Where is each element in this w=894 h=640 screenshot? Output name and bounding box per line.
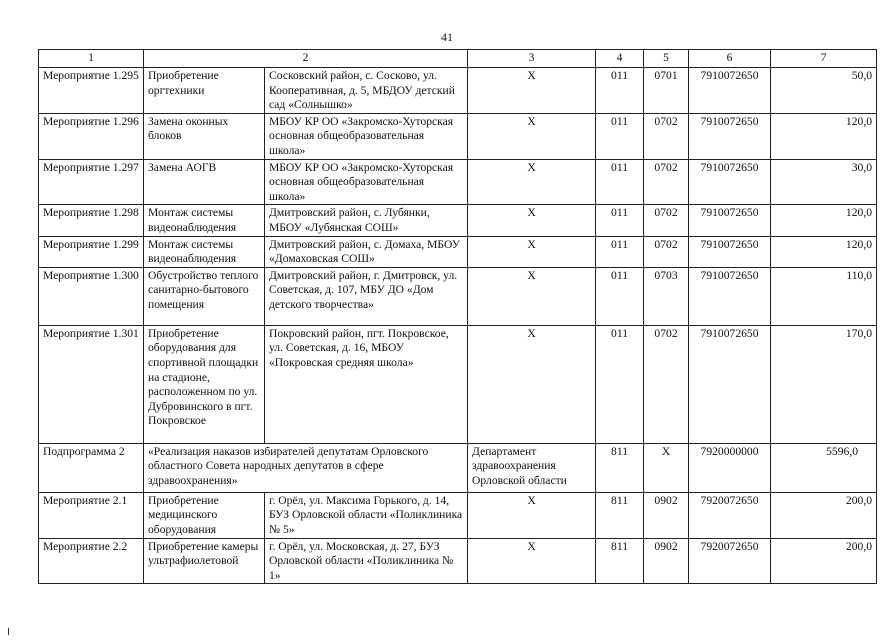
responsible-cell: Департамент здравоохранения Орловской области [468,443,596,492]
measure-id: Мероприятие 1.301 [39,325,144,443]
table-row [39,113,877,159]
responsible-cell: Х [468,113,596,159]
measure-address: Сосковский район, с. Сосково, ул. Кооперативная, д. 5, МБДОУ детский сад «Солнышко» [265,68,468,114]
section-code: 0902 [644,492,689,538]
measure-name: Приобретение медицинского оборудования [144,492,265,538]
amount-value: 5596,0 [771,443,877,492]
budget-table [38,49,877,584]
responsible-cell: Х [468,267,596,325]
measure-id: Мероприятие 1.298 [39,205,144,236]
target-article: 7920072650 [689,538,771,584]
target-article: 7910072650 [689,68,771,114]
section-code: 0702 [644,205,689,236]
ministry-code: 011 [596,236,644,267]
responsible-cell: Х [468,236,596,267]
ministry-code: 011 [596,68,644,114]
measure-address: Дмитровский район, с. Домаха, МБОУ «Домаховская СОШ» [265,236,468,267]
table-row [39,267,877,325]
section-code: Х [644,443,689,492]
subprogram-id: Подпрограмма 2 [39,443,144,492]
header-cell: 6 [689,50,771,68]
header-cell: 7 [771,50,877,68]
section-code: 0703 [644,267,689,325]
section-code: 0702 [644,159,689,205]
header-cell: 4 [596,50,644,68]
target-article: 7910072650 [689,325,771,443]
measure-id: Мероприятие 1.300 [39,267,144,325]
amount-value: 170,0 [771,325,877,443]
measure-name: Монтаж системы видеонаблюдения [144,205,265,236]
target-article: 7910072650 [689,236,771,267]
table-row [39,236,877,267]
ministry-code: 011 [596,205,644,236]
header-row [39,50,877,68]
ministry-code: 811 [596,443,644,492]
header-cell: 3 [468,50,596,68]
header-cell: 5 [644,50,689,68]
ministry-code: 011 [596,159,644,205]
target-article: 7910072650 [689,159,771,205]
table-row [39,68,877,114]
amount-value: 120,0 [771,236,877,267]
section-code: 0902 [644,538,689,584]
table-row [39,159,877,205]
target-article: 7910072650 [689,113,771,159]
responsible-cell: Х [468,538,596,584]
section-code: 0701 [644,68,689,114]
subprogram-row [39,443,877,492]
measure-address: МБОУ КР ОО «Закромско-Хуторская основная общеобразовательная школа» [265,159,468,205]
target-article: 7910072650 [689,205,771,236]
measure-id: Мероприятие 2.2 [39,538,144,584]
table-row [39,538,877,584]
measure-id: Мероприятие 2.1 [39,492,144,538]
responsible-cell: Х [468,159,596,205]
header-cell: 2 [144,50,468,68]
amount-value: 200,0 [771,538,877,584]
measure-address: МБОУ КР ОО «Закромско-Хуторская основная общеобразовательная школа» [265,113,468,159]
scan-artifact [8,628,9,635]
table-row [39,492,877,538]
target-article: 7920000000 [689,443,771,492]
ministry-code: 011 [596,267,644,325]
measure-address: Дмитровский район, г. Дмитровск, ул. Советская, д. 107, МБУ ДО «Дом детского творчества» [265,267,468,325]
measure-name: Обустройство теплого санитарно-бытового помещения [144,267,265,325]
ministry-code: 811 [596,538,644,584]
measure-name: Приобретение камеры ультрафиолетовой [144,538,265,584]
measure-address: Покровский район, пгт. Покровское, ул. Советская, д. 16, МБОУ «Покровская средняя школа» [265,325,468,443]
measure-name: Замена оконных блоков [144,113,265,159]
measure-name: Замена АОГВ [144,159,265,205]
amount-value: 120,0 [771,113,877,159]
page-number: 41 [441,30,453,44]
subprogram-name: «Реализация наказов избирателей депутатам Орловского областного Совета народных депутатов в сфере здравоохранения» [144,443,468,492]
ministry-code: 011 [596,325,644,443]
amount-value: 200,0 [771,492,877,538]
amount-value: 50,0 [771,68,877,114]
measure-address: г. Орёл, ул. Московская, д. 27, БУЗ Орловской области «Поликлиника № 1» [265,538,468,584]
section-code: 0702 [644,113,689,159]
ministry-code: 811 [596,492,644,538]
responsible-cell: Х [468,492,596,538]
target-article: 7910072650 [689,267,771,325]
section-code: 0702 [644,325,689,443]
responsible-cell: Х [468,325,596,443]
measure-id: Мероприятие 1.295 [39,68,144,114]
amount-value: 110,0 [771,267,877,325]
measure-id: Мероприятие 1.296 [39,113,144,159]
responsible-cell: Х [468,205,596,236]
table-row [39,205,877,236]
section-code: 0702 [644,236,689,267]
measure-address: г. Орёл, ул. Максима Горького, д. 14, БУЗ Орловской области «Поликлиника № 5» [265,492,468,538]
header-cell: 1 [39,50,144,68]
measure-name: Приобретение оргтехники [144,68,265,114]
measure-name: Приобретение оборудования для спортивной площадки на стадионе, расположенном по ул. Дубровинского в пгт. Покровское [144,325,265,443]
ministry-code: 011 [596,113,644,159]
responsible-cell: Х [468,68,596,114]
target-article: 7920072650 [689,492,771,538]
measure-name: Монтаж системы видеонаблюдения [144,236,265,267]
measure-address: Дмитровский район, с. Лубянки, МБОУ «Лубянская СОШ» [265,205,468,236]
measure-id: Мероприятие 1.297 [39,159,144,205]
amount-value: 30,0 [771,159,877,205]
table-row [39,325,877,443]
measure-id: Мероприятие 1.299 [39,236,144,267]
amount-value: 120,0 [771,205,877,236]
